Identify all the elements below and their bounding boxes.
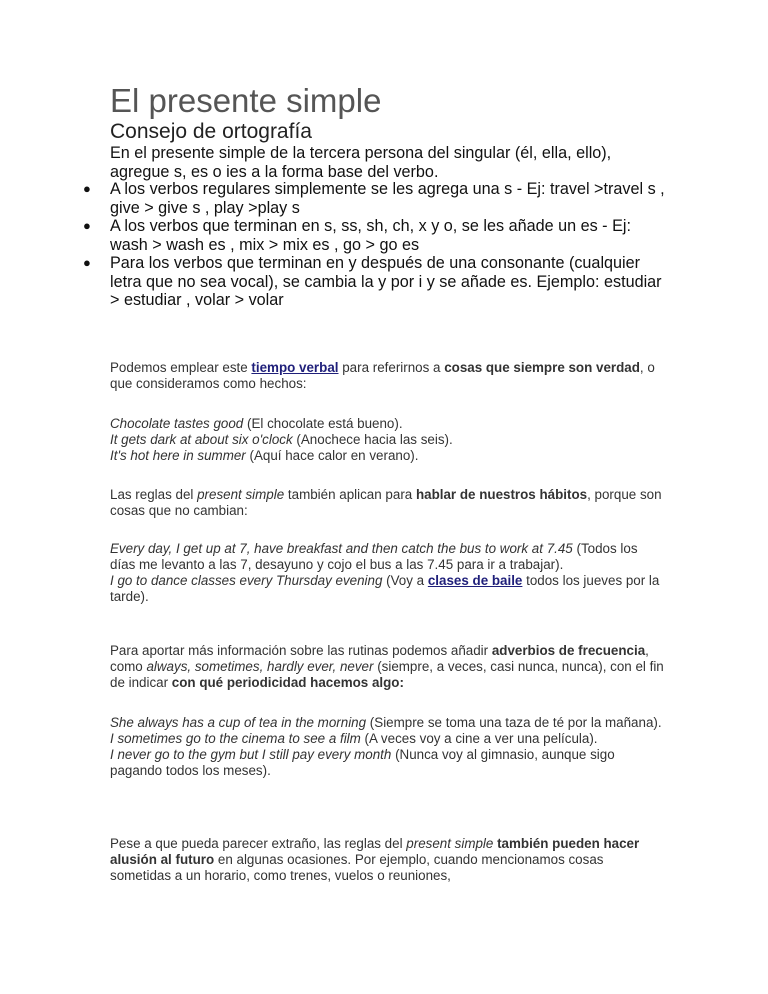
bullet-icon: ●: [83, 218, 91, 233]
bold-text: adverbios de frecuencia: [491, 643, 646, 658]
list-item: [83, 217, 670, 254]
text: , o que consideramos como hechos:: [110, 360, 655, 391]
example-english: It gets dark at about six o'clock: [110, 432, 293, 447]
page-title: El presente simple: [110, 82, 382, 119]
example-spanish: (Voy a: [382, 573, 428, 588]
italic-text: present simple: [406, 836, 494, 851]
page-subtitle: Consejo de ortografía: [110, 120, 312, 143]
intro-paragraph: En el presente simple de la tercera persona del singular (él, ella, ello), agregue s, es o ies a la forma base del verbo.: [110, 144, 612, 181]
italic-text: always, sometimes, hardly ever, never: [146, 659, 374, 674]
paragraph-habits: [110, 487, 665, 519]
examples-habits: [110, 541, 665, 605]
example-english: I sometimes go to the cinema to see a film: [110, 731, 361, 746]
example-spanish: (El chocolate está bueno).: [243, 416, 403, 431]
text: también aplican para: [284, 487, 416, 502]
text: , porque son cosas que no cambian:: [110, 487, 662, 518]
bullet-icon: ●: [83, 255, 91, 270]
example-spanish: (A veces voy a cine a ver una película).: [360, 731, 598, 746]
paragraph-adverbs: [110, 643, 665, 691]
text: Pese a que pueda parecer extraño, las reglas del: [110, 836, 407, 851]
rule-text: A los verbos regulares simplemente se les agrega una s - Ej: travel >travel s , give > give s , play >play s: [110, 180, 665, 217]
paragraph-future: [110, 836, 665, 884]
text: para referirnos a: [338, 360, 445, 375]
text: (siempre, a veces, casi nunca, nunca), con el fin de indicar: [110, 659, 664, 690]
example-english: She always has a cup of tea in the morning: [110, 715, 367, 730]
bold-text: hablar de nuestros hábitos: [415, 487, 588, 502]
text: Las reglas del: [110, 487, 198, 502]
list-item: [83, 180, 670, 217]
text: Para aportar más información sobre las rutinas podemos añadir: [110, 643, 492, 658]
clases-de-baile-link[interactable]: clases de baile: [427, 573, 523, 588]
example-spanish: (Todos los días me levanto a las 7, desayuno y cojo el bus a las 7.45 para ir a trabajar).: [110, 541, 638, 572]
text: Podemos emplear este: [110, 360, 252, 375]
example-english: I go to dance classes every Thursday evening: [110, 573, 383, 588]
list-item: [83, 254, 670, 310]
example-spanish: (Aquí hace calor en verano).: [245, 448, 419, 463]
text: , como: [110, 643, 649, 674]
spelling-rules-list: [83, 180, 670, 310]
example-english: I never go to the gym but I still pay every month: [110, 747, 392, 762]
examples-facts: [110, 416, 665, 464]
bold-text: con qué periodicidad hacemos algo:: [171, 675, 404, 690]
bold-text: cosas que siempre son verdad: [444, 360, 640, 375]
example-english: Every day, I get up at 7, have breakfast and then catch the bus to work at 7.45: [110, 541, 573, 556]
tiempo-verbal-link[interactable]: tiempo verbal: [251, 360, 339, 375]
example-english: Chocolate tastes good: [110, 416, 244, 431]
examples-adverbs: [110, 715, 665, 779]
example-english: It's hot here in summer: [110, 448, 246, 463]
example-spanish: (Anochece hacia las seis).: [292, 432, 453, 447]
bold-text: también pueden hacer alusión al futuro: [110, 836, 640, 867]
example-spanish: (Nunca voy al gimnasio, aunque sigo pagando todos los meses).: [110, 747, 615, 778]
bullet-icon: ●: [83, 181, 91, 196]
rule-text: Para los verbos que terminan en y después de una consonante (cualquier letra que no sea vocal), se cambia la y por i y se añade es. Ejemplo: estudiar > estudiar , volar > volar: [110, 254, 662, 309]
rule-text: A los verbos que terminan en s, ss, sh, ch, x y o, se les añade un es - Ej: wash > wash es , mix > mix es , go > go es: [110, 217, 631, 254]
text: en algunas ocasiones. Por ejemplo, cuando mencionamos cosas sometidas a un horario, como trenes, vuelos o reuniones,: [110, 852, 604, 883]
paragraph-facts: [110, 360, 665, 392]
example-spanish: (Siempre se toma una taza de té por la mañana).: [366, 715, 662, 730]
italic-text: present simple: [197, 487, 285, 502]
example-spanish: todos los jueves por la tarde).: [110, 573, 660, 604]
